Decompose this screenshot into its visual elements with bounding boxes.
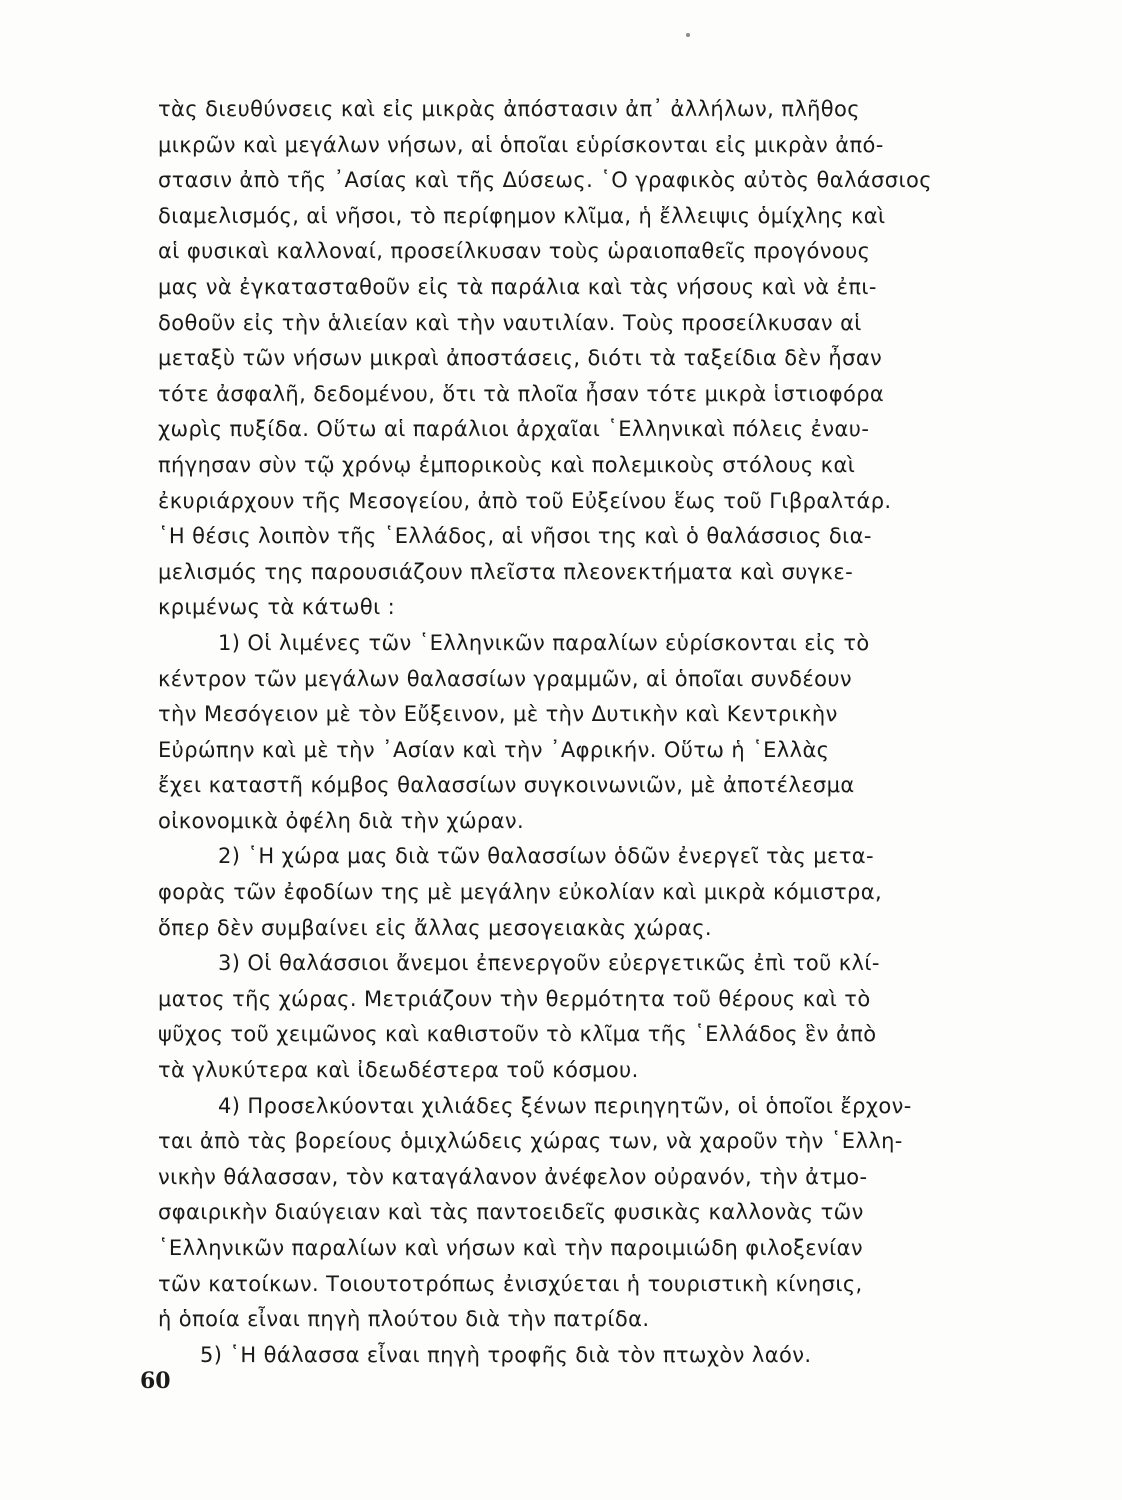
text-line: Εὐρώπην καὶ μὲ τὴν ᾿Ασίαν καὶ τὴν ᾿Αφρικήν. Οὕτω ἡ ῾Ελλὰς	[158, 737, 830, 762]
list-item-1-start: 1) Οἱ λιμένες τῶν ῾Ελληνικῶν παραλίων εὑρίσκονται εἰς τὸ	[218, 630, 870, 655]
list-item-4-start: 4) Προσελκύονται χιλιάδες ξένων περιηγητῶν, οἱ ὁποῖοι ἔρχον-	[218, 1093, 912, 1118]
text-line: οἰκονομικὰ ὀφέλη διὰ τὴν χώραν.	[158, 808, 525, 833]
text-line: χωρὶς πυξίδα. Οὕτω αἱ παράλιοι ἀρχαῖαι ῾Ελληνικαὶ πόλεις ἐναυ-	[158, 417, 870, 442]
text-line: κέντρον τῶν μεγάλων θαλασσίων γραμμῶν, αἱ ὁποῖαι συνδέουν	[158, 666, 852, 691]
list-item-5-start: 5) ῾Η θάλασσα εἶναι πηγὴ τροφῆς διὰ τὸν πτωχὸν λαόν.	[200, 1342, 812, 1367]
text-line: διαμελισμός, αἱ νῆσοι, τὸ περίφημον κλῖμα, ἡ ἔλλειψις ὁμίχλης καὶ	[158, 203, 886, 228]
text-line: κριμένως τὰ κάτωθι :	[158, 595, 396, 620]
list-item-3-start: 3) Οἱ θαλάσσιοι ἄνεμοι ἐπενεργοῦν εὐεργετικῶς ἐπὶ τοῦ κλί-	[218, 951, 880, 976]
paper-speck	[686, 33, 690, 37]
text-line: τῶν κατοίκων. Τοιουτοτρόπως ἐνισχύεται ἡ τουριστικὴ κίνησις,	[158, 1271, 863, 1296]
text-line: ἐκυριάρχουν τῆς Μεσογείου, ἀπὸ τοῦ Εὐξείνου ἕως τοῦ Γιβραλτάρ.	[158, 488, 892, 513]
text-line: δοθοῦν εἰς τὴν ἁλιείαν καὶ τὴν ναυτιλίαν. Τοὺς προσείλκυσαν αἱ	[158, 310, 862, 335]
text-line: ὅπερ δὲν συμβαίνει εἰς ἄλλας μεσογειακὰς χώρας.	[158, 915, 712, 940]
text-line: ῾Η θέσις λοιπὸν τῆς ῾Ελλάδος, αἱ νῆσοι της καὶ ὁ θαλάσσιος δια-	[158, 524, 872, 549]
text-line: μεταξὺ τῶν νήσων μικραὶ ἀποστάσεις, διότι τὰ ταξείδια δὲν ἦσαν	[158, 346, 883, 371]
text-line: ματος τῆς χώρας. Μετριάζουν τὴν θερμότητα τοῦ θέρους καὶ τὸ	[158, 986, 871, 1011]
text-line: μικρῶν καὶ μεγάλων νήσων, αἱ ὁποῖαι εὑρίσκονται εἰς μικρὰν ἀπό-	[158, 132, 884, 157]
text-line: τὰ γλυκύτερα καὶ ἰδεωδέστερα τοῦ κόσμου.	[158, 1058, 639, 1083]
list-item-2-start: 2) ῾Η χώρα μας διὰ τῶν θαλασσίων ὁδῶν ἐνεργεῖ τὰς μετα-	[218, 844, 875, 869]
text-line: ἔχει καταστῆ κόμβος θαλασσίων συγκοινωνιῶν, μὲ ἀποτέλεσμα	[158, 773, 855, 798]
page-number: 60	[140, 1368, 171, 1394]
text-line: ἡ ὁποία εἶναι πηγὴ πλούτου διὰ τὴν πατρίδα.	[158, 1307, 650, 1332]
body-text	[158, 92, 1000, 1373]
text-line: ψῦχος τοῦ χειμῶνος καὶ καθιστοῦν τὸ κλῖμα τῆς ῾Ελλάδος ἓν ἀπὸ	[158, 1022, 877, 1047]
text-line: αἱ φυσικαὶ καλλοναί, προσείλκυσαν τοὺς ὡραιοπαθεῖς προγόνους	[158, 239, 871, 264]
text-line: τὴν Μεσόγειον μὲ τὸν Εὔξεινον, μὲ τὴν Δυτικὴν καὶ Κεντρικὴν	[158, 702, 838, 727]
text-line: μελισμός της παρουσιάζουν πλεῖστα πλεονεκτήματα καὶ συγκε-	[158, 559, 854, 584]
text-line: ῾Ελληνικῶν παραλίων καὶ νήσων καὶ τὴν παροιμιώδη φιλοξενίαν	[158, 1236, 863, 1260]
text-line: σφαιρικὴν διαύγειαν καὶ τὰς παντοειδεῖς φυσικὰς καλλονὰς τῶν	[158, 1200, 864, 1225]
text-line: νικὴν θάλασσαν, τὸν καταγάλανον ἀνέφελον οὐρανόν, τὴν ἀτμο-	[158, 1164, 868, 1189]
text-line: μας νὰ ἐγκατασταθοῦν εἰς τὰ παράλια καὶ τὰς νήσους καὶ νὰ ἐπι-	[158, 274, 877, 299]
text-line: ται ἀπὸ τὰς βορείους ὁμιχλώδεις χώρας των, νὰ χαροῦν τὴν ῾Ελλη-	[158, 1129, 903, 1154]
text-line: στασιν ἀπὸ τῆς ᾿Ασίας καὶ τῆς Δύσεως. ῾Ο γραφικὸς αὐτὸς θαλάσσιος	[158, 168, 932, 193]
text-line: τὰς διευθύνσεις καὶ εἰς μικρὰς ἀπόστασιν ἀπ᾽ ἀλλήλων, πλῆθος	[158, 97, 861, 121]
text-line: πήγησαν σὺν τῷ χρόνῳ ἐμπορικοὺς καὶ πολεμικοὺς στόλους καὶ	[158, 452, 856, 477]
text-line: τότε ἀσφαλῆ, δεδομένου, ὅτι τὰ πλοῖα ἦσαν τότε μικρὰ ἱστιοφόρα	[158, 381, 885, 406]
text-line: φορὰς τῶν ἐφοδίων της μὲ μεγάλην εὐκολίαν καὶ μικρὰ κόμιστρα,	[158, 880, 883, 905]
